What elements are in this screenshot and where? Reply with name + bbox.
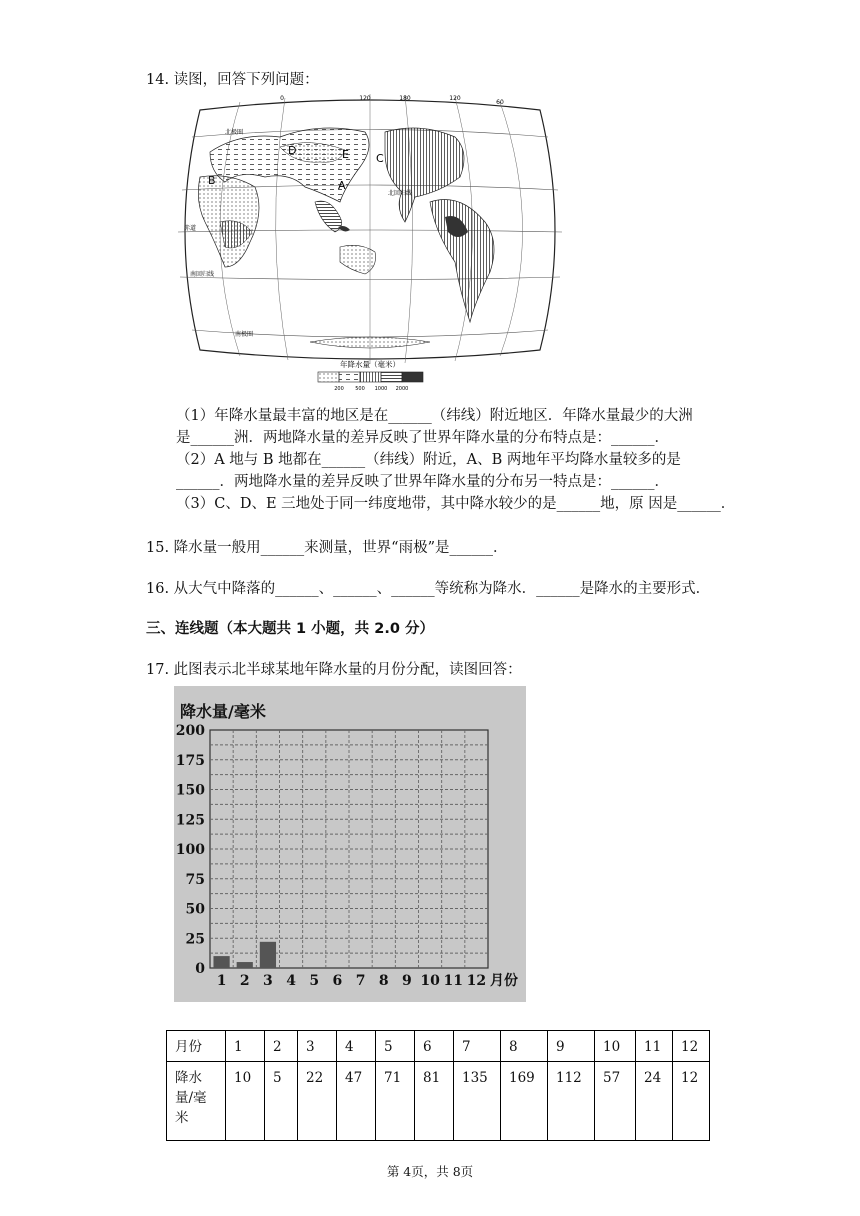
chart-y-tick-label: 75: [185, 871, 205, 888]
chart-x-tick-label: 4: [286, 973, 296, 989]
chart-x-tick-label: 11: [443, 973, 463, 989]
map-legend-tick: 200: [334, 386, 344, 392]
table-cell: 47: [337, 1062, 376, 1141]
map-longitude-label: 60: [496, 99, 504, 106]
map-longitude-label: 120: [359, 95, 371, 102]
chart-y-tick-label: 175: [175, 752, 205, 769]
map-longitude-label: 0: [280, 95, 284, 102]
chart-x-axis-label: 月份: [490, 973, 518, 989]
chart-x-tick-label: 2: [239, 973, 250, 989]
table-cell: 12: [673, 1031, 710, 1062]
chart-x-tick-label: 7: [355, 973, 366, 989]
chart-x-tick-label: 5: [309, 973, 320, 989]
chart-bar: [237, 962, 253, 968]
map-point-b: B: [208, 174, 216, 187]
map-line-label: 北回归线: [388, 190, 413, 197]
chart-svg: [174, 686, 526, 1002]
table-cell: 81: [415, 1062, 454, 1141]
table-cell: 71: [376, 1062, 415, 1141]
table-row-months: [167, 1031, 710, 1062]
chart-y-tick-label: 100: [175, 842, 205, 858]
chart-bar: [260, 942, 276, 968]
chart-y-tick-label: 125: [175, 812, 205, 829]
map-point-c: C: [376, 152, 384, 165]
chart-x-tick-label: 3: [263, 973, 273, 989]
table-cell: 7: [454, 1031, 501, 1062]
map-legend: [318, 372, 423, 382]
question-14-part1-line2: 是______洲．两地降水量的差异反映了世界年降水量的分布特点是：______．: [176, 430, 669, 446]
table-cell: 10: [595, 1031, 636, 1062]
table-cell: 12: [673, 1062, 710, 1141]
chart-y-tick-label: 0: [195, 961, 205, 977]
map-line-label: 南回归线: [190, 271, 215, 278]
chart-x-tick-label: 9: [402, 973, 412, 989]
table-row-values: [167, 1062, 710, 1141]
precipitation-bar-chart: [174, 686, 526, 1002]
map-legend-tick: 500: [355, 386, 365, 392]
table-cell: 22: [298, 1062, 337, 1141]
map-line-label: 南极圈: [235, 331, 254, 338]
table-cell: 57: [595, 1062, 636, 1141]
chart-x-tick-label: 1: [216, 973, 227, 989]
chart-y-tick-label: 150: [175, 782, 205, 799]
chart-y-axis-label: 降水量/毫米: [180, 702, 266, 721]
table-cell: 4: [337, 1031, 376, 1062]
precipitation-table: [166, 1030, 710, 1141]
map-point-d: D: [288, 144, 297, 157]
map-legend-tick: 2000: [395, 386, 409, 392]
table-cell: 5: [376, 1031, 415, 1062]
question-14-part1-line1: （1）年降水量最丰富的地区是在______（纬线）附近地区．年降水量最少的大洲: [176, 408, 693, 424]
map-legend-title: 年降水量（毫米）: [340, 360, 400, 369]
chart-x-tick-label: 10: [420, 973, 440, 989]
chart-y-tick-label: 50: [185, 901, 205, 918]
question-14-part2-line2: ______．两地降水量的差异反映了世界年降水量的分布另一特点是：______．: [176, 474, 669, 490]
chart-bar: [213, 956, 229, 968]
table-cell: 8: [501, 1031, 548, 1062]
question-15: 15. 降水量一般用______来测量，世界“雨极”是______．: [146, 540, 508, 556]
table-cell: 2: [265, 1031, 298, 1062]
section-3-heading: 三、连线题（本大题共 1 小题，共 2.0 分）: [146, 621, 434, 637]
table-cell: 3: [298, 1031, 337, 1062]
question-14-part3-line1: （3）C、D、E 三地处于同一纬度地带，其中降水较少的是______地，原 因是______．: [176, 496, 736, 512]
table-cell: 11: [636, 1031, 673, 1062]
table-cell: 1: [226, 1031, 265, 1062]
chart-x-tick-label: 8: [378, 973, 389, 989]
question-14-title: 14. 读图，回答下列问题：: [146, 72, 319, 88]
chart-x-tick-label: 6: [332, 973, 343, 989]
chart-y-tick-label: 25: [185, 931, 205, 948]
table-cell: 112: [548, 1062, 595, 1141]
map-line-label: 赤道: [184, 225, 197, 232]
table-cell: 10: [226, 1062, 265, 1141]
map-line-label: 北极圈: [225, 129, 244, 136]
page-footer: 第 4页，共 8页: [386, 1164, 474, 1179]
map-point-e: E: [342, 148, 349, 161]
world-precipitation-map: [170, 92, 570, 392]
question-14-part2-line1: （2）A 地与 B 地都在______（纬线）附近，A、B 两地年平均降水量较多的是: [176, 452, 681, 468]
table-cell: 5: [265, 1062, 298, 1141]
table-cell: 9: [548, 1031, 595, 1062]
question-16: 16. 从大气中降落的______、______、______等统称为降水．______是降水的主要形式．: [146, 581, 711, 597]
table-cell: 24: [636, 1062, 673, 1141]
map-point-a: A: [338, 179, 346, 192]
chart-x-tick-label: 12: [466, 973, 487, 989]
table-header-cell: 降水量/毫米: [167, 1062, 226, 1141]
table-cell: 135: [454, 1062, 501, 1141]
map-longitude-label: 180: [399, 95, 411, 102]
map-longitude-label: 120: [449, 95, 461, 102]
table-header-cell: 月份: [167, 1031, 226, 1062]
table-cell: 169: [501, 1062, 548, 1141]
chart-y-tick-label: 200: [175, 723, 205, 739]
table-cell: 6: [415, 1031, 454, 1062]
map-legend-tick: 1000: [374, 386, 388, 392]
question-17: 17. 此图表示北半球某地年降水量的月份分配，读图回答：: [146, 662, 522, 678]
